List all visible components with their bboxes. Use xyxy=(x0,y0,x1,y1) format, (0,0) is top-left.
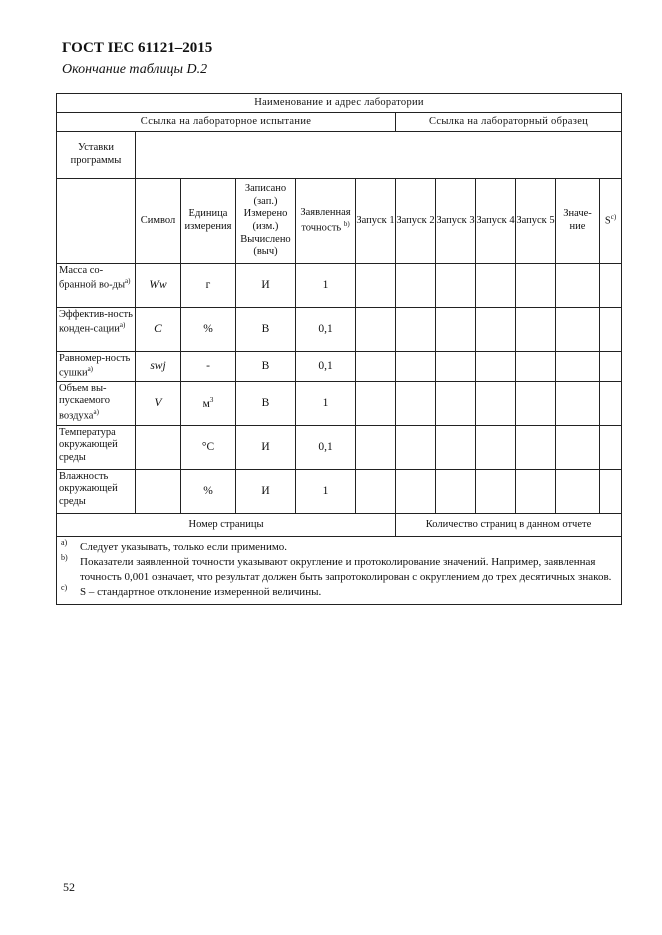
pages-total-label: Количество страниц в данном отчете xyxy=(396,514,622,537)
row-unit-text: м xyxy=(202,397,210,410)
footnote xyxy=(61,582,617,600)
footnote xyxy=(61,552,617,585)
row-label-note: a) xyxy=(87,365,94,374)
footnote-mark: a) xyxy=(61,538,68,547)
row-label xyxy=(57,382,136,426)
col-value: Значе-ние xyxy=(556,179,600,264)
test-ref-header: Ссылка на лабораторное испытание xyxy=(57,113,396,132)
row-type: В xyxy=(236,352,296,382)
row-type: И xyxy=(236,470,296,514)
row-type: В xyxy=(236,382,296,426)
row-unit: - xyxy=(181,352,236,382)
footnote-text: Следует указывать, только если применимо. xyxy=(80,541,288,553)
table-caption: Окончание таблицы D.2 xyxy=(62,62,208,77)
row-label-text: Масса со-бранной во-ды xyxy=(59,265,126,291)
results-table xyxy=(56,93,622,605)
row-type: В xyxy=(236,308,296,352)
row-unit: % xyxy=(181,308,236,352)
table-row xyxy=(57,308,622,352)
footnote-text: S – стандартное отклонение измеренной величины. xyxy=(80,585,322,598)
footnote-mark: c) xyxy=(61,582,68,592)
table-row xyxy=(57,382,622,426)
footnote xyxy=(61,540,617,555)
row-type: И xyxy=(236,426,296,470)
col-accuracy-note: b) xyxy=(343,219,350,228)
page-number: 52 xyxy=(63,880,75,894)
col-s xyxy=(600,179,622,264)
row-label-note: a) xyxy=(119,321,126,330)
row-unit xyxy=(181,382,236,426)
standard-title: ГОСТ IEC 61121–2015 xyxy=(62,40,213,56)
col-run-4: Запуск 4 xyxy=(476,179,516,264)
row-label-text: Объем вы-пускаемого воздуха xyxy=(59,383,110,422)
row-label xyxy=(57,308,136,352)
col-accuracy xyxy=(296,179,356,264)
col-s-text: S xyxy=(604,215,611,227)
sample-ref-header: Ссылка на лабораторный образец xyxy=(396,113,622,132)
row-symbol: C xyxy=(136,308,181,352)
col-run-3: Запуск 3 xyxy=(436,179,476,264)
row-label-text: Эффектив-ность конден-сации xyxy=(59,309,133,335)
col-run-2: Запуск 2 xyxy=(396,179,436,264)
footnotes xyxy=(57,537,622,605)
row-symbol xyxy=(136,426,181,470)
row-unit: % xyxy=(181,470,236,514)
row-label: Температура окружающей среды xyxy=(57,426,136,470)
row-label: Влажность окружающей среды xyxy=(57,470,136,514)
row-accuracy: 1 xyxy=(296,264,356,308)
row-symbol: V xyxy=(136,382,181,426)
table-row xyxy=(57,352,622,382)
row-unit: °C xyxy=(181,426,236,470)
col-recorded: Записано (зап.) Измерено (изм.) Вычислено (выч) xyxy=(236,179,296,264)
program-settings-label: Уставки программы xyxy=(57,132,136,179)
row-symbol: swj xyxy=(136,352,181,382)
footnote-mark: b) xyxy=(61,552,68,562)
col-run-5: Запуск 5 xyxy=(516,179,556,264)
row-label-note: a) xyxy=(125,277,131,286)
row-unit-sup: 3 xyxy=(209,395,214,404)
row-accuracy: 1 xyxy=(296,382,356,426)
empty-header-cell xyxy=(57,179,136,264)
row-label-note: a) xyxy=(93,407,99,416)
row-unit: г xyxy=(181,264,236,308)
col-run-1: Запуск 1 xyxy=(356,179,396,264)
row-label xyxy=(57,264,136,308)
row-accuracy: 0,1 xyxy=(296,426,356,470)
row-accuracy: 0,1 xyxy=(296,308,356,352)
row-label-text: Равномер-ность сушки xyxy=(59,353,131,379)
row-symbol: Ww xyxy=(136,264,181,308)
row-accuracy: 0,1 xyxy=(296,352,356,382)
row-symbol xyxy=(136,470,181,514)
lab-name-header: Наименование и адрес лаборатории xyxy=(57,94,622,113)
col-s-note: c) xyxy=(610,213,617,222)
table-row xyxy=(57,426,622,470)
col-accuracy-text: Заявленная точность xyxy=(300,207,351,234)
table-row xyxy=(57,264,622,308)
row-type: И xyxy=(236,264,296,308)
table-row xyxy=(57,470,622,514)
col-unit: Единица измерения xyxy=(181,179,236,264)
row-label xyxy=(57,352,136,382)
footnote-text: Показатели заявленной точности указывают округление и протоколирование значений. Например, заявленная точность 0,001 означает, что результат должен быть запротоколирован с округлением до трех десятичных знаков. xyxy=(80,555,612,583)
row-accuracy: 1 xyxy=(296,470,356,514)
program-settings-value xyxy=(136,132,622,179)
col-symbol: Символ xyxy=(136,179,181,264)
page-number-label: Номер страницы xyxy=(57,514,396,537)
